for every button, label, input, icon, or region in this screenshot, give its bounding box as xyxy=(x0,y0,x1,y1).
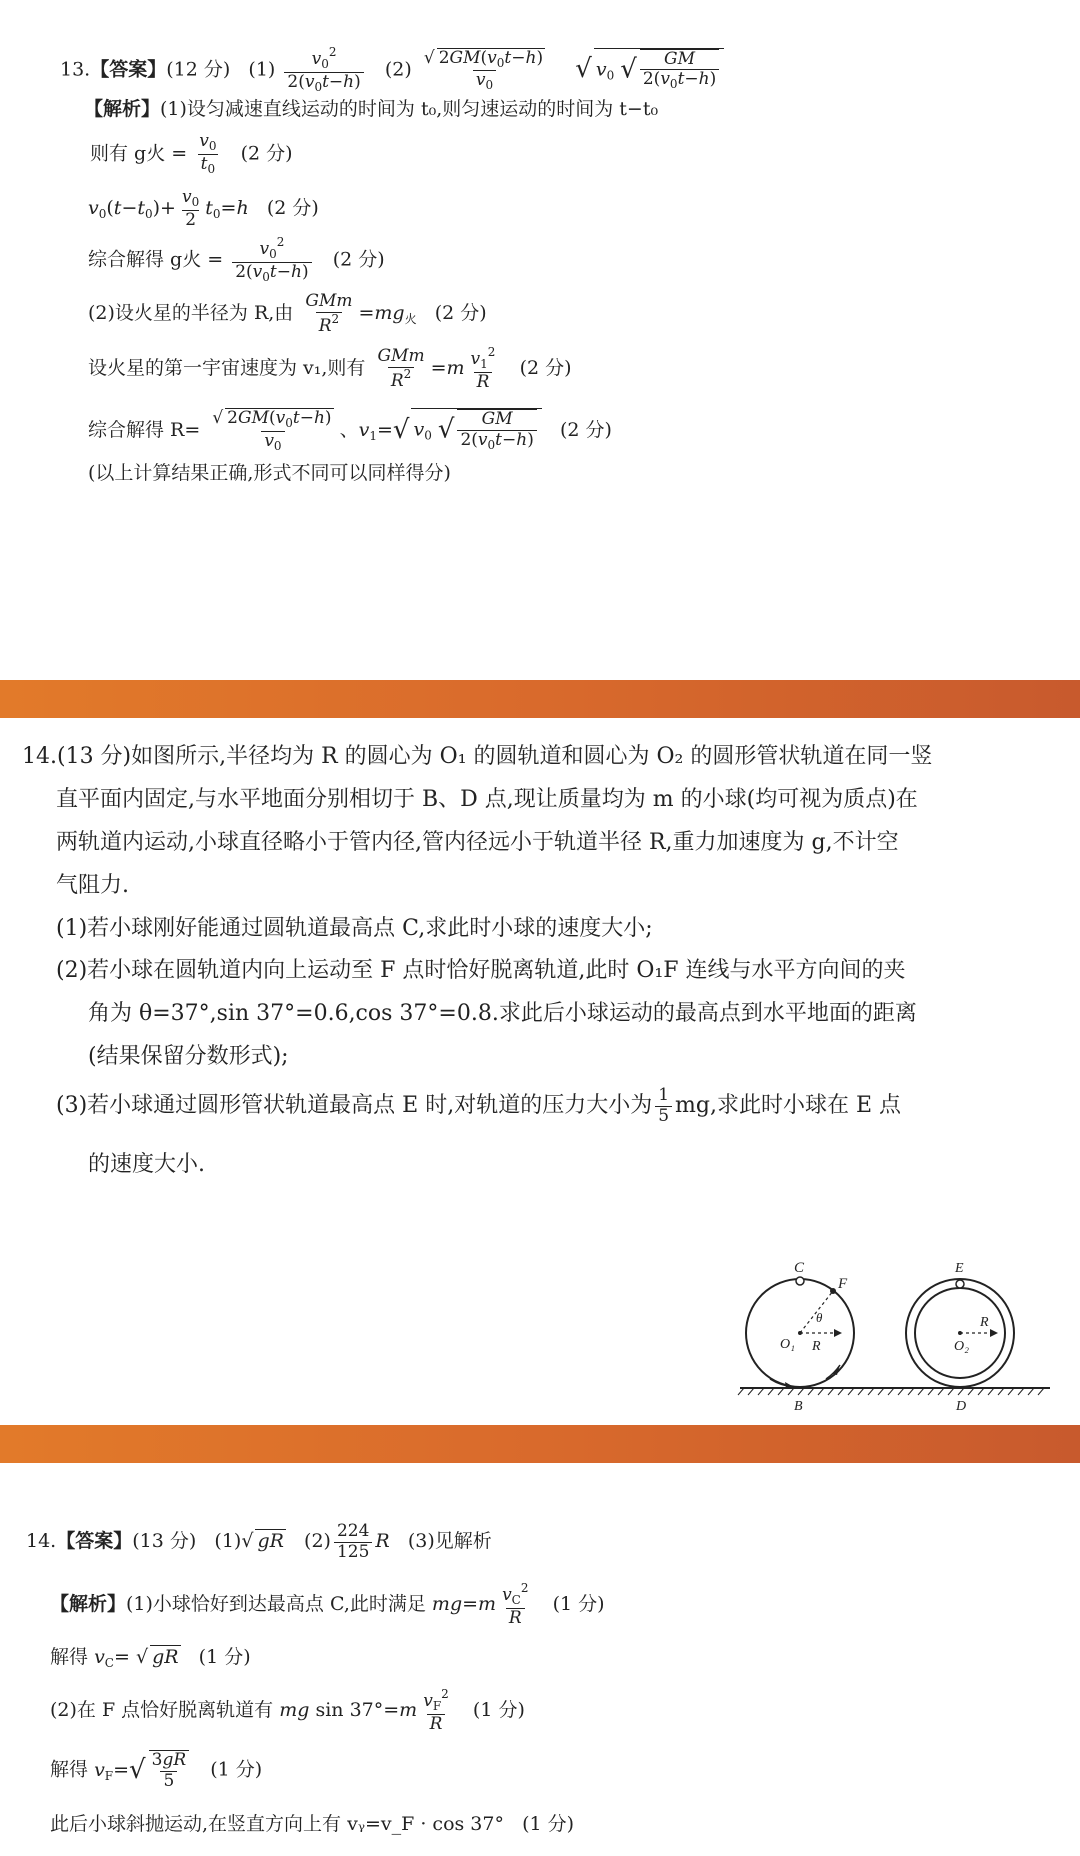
points: (2 分) xyxy=(434,302,487,325)
q14-figure xyxy=(730,1240,1060,1415)
q14-line-2 xyxy=(56,787,918,813)
label-o1: O₁ xyxy=(780,1337,795,1352)
q14-line-3 xyxy=(56,830,899,856)
q13-intro-text: (1)设匀减速直线运动的时间为 t₀,则匀速运动的时间为 t−t₀ xyxy=(160,98,659,120)
q13-points: (12 分) xyxy=(166,58,231,81)
q14-analysis-line5 xyxy=(50,1813,574,1836)
q14-text: 的速度大小. xyxy=(88,1152,205,1177)
q14-part3-line1 xyxy=(56,1086,901,1126)
q14-part3-fraction: $\frac{1}{5}$ xyxy=(655,1086,672,1126)
q14-line-4 xyxy=(56,873,129,899)
q14-text: (1)若小球刚好能通过圆轨道最高点 C,求此时小球的速度大小; xyxy=(56,916,653,941)
label-d: D xyxy=(956,1399,967,1414)
q13-note-text: (以上计算结果正确,形式不同可以同样得分) xyxy=(88,462,451,484)
q14-part2-label: (2) xyxy=(304,1530,331,1553)
ball-at-e xyxy=(956,1280,964,1288)
q13-answer-line xyxy=(60,46,724,95)
q13-answer-section xyxy=(0,0,1080,680)
q14-text: (结果保留分数形式); xyxy=(88,1044,289,1069)
q14-line2-formula: $v_C=$ √ gR xyxy=(94,1646,179,1670)
points: (2 分) xyxy=(332,248,385,271)
points: (2 分) xyxy=(559,418,612,441)
q14-line3-text: (2)在 F 点恰好脱离轨道有 xyxy=(50,1699,274,1722)
points: (1 分) xyxy=(552,1593,605,1616)
points: (1 分) xyxy=(522,1813,575,1835)
q14-text: (2)若小球在圆轨道内向上运动至 F 点时恰好脱离轨道,此时 O₁F 连线与水平方向间的夹 xyxy=(56,958,906,983)
q13-answer1-formula: $\frac{v_0^2}{2(v_0t-h)}$ xyxy=(284,46,363,95)
label-r2: R xyxy=(980,1315,989,1330)
label-r1: R xyxy=(812,1339,821,1354)
q13-line6-formula: $\frac{√ 2GM(v_0t-h)}{v_0}$ xyxy=(212,408,332,453)
q13-line3-formula: $\frac{v_0^2}{2(v_0t-h)}$ xyxy=(232,236,311,285)
circular-track-o1 xyxy=(746,1277,854,1388)
q14-text: mg,求此时小球在 E 点 xyxy=(675,1093,902,1119)
q14-answer-section xyxy=(0,1465,1080,1856)
points: (1 分) xyxy=(210,1758,263,1781)
q14-part2-line1 xyxy=(56,958,906,984)
q14-line4-text: 解得 xyxy=(50,1758,89,1781)
q14-analysis-line3 xyxy=(50,1688,525,1734)
answer-tag: 【答案】 xyxy=(56,1530,133,1553)
q13-part1-label: (1) xyxy=(248,58,276,81)
analysis-tag: 【解析】 xyxy=(84,98,161,120)
label-b: B xyxy=(794,1399,803,1414)
q14-text: 直平面内固定,与水平地面分别相切于 B、D 点,现让质量均为 m 的小球(均可视为质点)在 xyxy=(56,787,918,812)
q14-part1-label: (1) xyxy=(214,1530,242,1553)
q13-analysis-intro xyxy=(84,98,658,121)
q14-part3-line2 xyxy=(88,1152,205,1178)
ground-line xyxy=(738,1388,1050,1395)
q13-line5-formula: $\frac{\text{GMm}}{R^2}$ xyxy=(377,346,425,391)
q14-text: 14.(13 分)如图所示,半径均为 R 的圆心为 O₁ 的圆轨道和圆心为 O₂ 的圆形管状轨道在同一竖 xyxy=(22,744,933,769)
q14-answer-line: 14.【答案】(13 分) (1)√ gR (2) $\frac{224}{125}$ R (3)见解析 xyxy=(26,1521,492,1562)
section-divider-band xyxy=(0,680,1080,718)
q13-line2-formula: $v_0(t-t_0)+$ $\frac{v_0}{2}$ $t_0=h$ xyxy=(88,187,249,230)
q13-note xyxy=(88,462,451,485)
q14-analysis-line4 xyxy=(50,1750,262,1791)
q14-answer2-formula: $\frac{224}{125}$ xyxy=(334,1522,372,1562)
label-f: F xyxy=(838,1276,848,1292)
answer-tag: 【答案】 xyxy=(90,58,167,81)
q13-line6-text: 综合解得 R= xyxy=(88,418,201,441)
tube-track-o2 xyxy=(906,1279,1014,1387)
q13-line6: 综合解得 R= $\frac{√ 2GM(v_0t-h)}{v_0}$ 、$v_1=√$ $v_0$ √ $\frac{GM}{2(v_0t-h)}$ (2 分) xyxy=(88,408,612,453)
points: (2 分) xyxy=(519,357,572,380)
q14-part2-line2 xyxy=(88,1001,917,1027)
label-theta: θ xyxy=(816,1310,823,1325)
q14-analysis-line2 xyxy=(50,1645,251,1670)
points: (1 分) xyxy=(472,1699,525,1722)
analysis-tag: 【解析】 xyxy=(50,1593,127,1616)
q14-line5-text: 此后小球斜抛运动,在竖直方向上有 vᵧ=v_F · cos 37° xyxy=(50,1813,504,1835)
q14-text: (3)若小球通过圆形管状轨道最高点 E 时,对轨道的压力大小为 xyxy=(56,1093,653,1119)
q14-line-1 xyxy=(22,744,932,770)
q14-line1-text: (1)小球恰好到达最高点 C,此时满足 xyxy=(126,1593,426,1616)
q14-number: 14. xyxy=(26,1530,57,1553)
q13-line3-text: 综合解得 g火 = xyxy=(88,248,224,271)
q14-text: 角为 θ=37°,sin 37°=0.6,cos 37°=0.8.求此后小球运动的最高点到水平地面的距离 xyxy=(88,1001,917,1026)
q14-part3-answer: (3)见解析 xyxy=(407,1530,492,1553)
label-e: E xyxy=(955,1261,964,1276)
q14-line3-formula: mg sin 37°=m $\frac{v_F^2}{R}$ xyxy=(279,1687,449,1734)
q13-line2 xyxy=(88,188,319,230)
q14-points: (13 分) xyxy=(132,1530,197,1553)
q14-text: 气阻力. xyxy=(56,873,129,898)
q13-line5-text: 设火星的第一宇宙速度为 v₁,则有 xyxy=(88,357,366,380)
q14-part2-line3 xyxy=(88,1044,289,1070)
q14-analysis-line1 xyxy=(50,1582,605,1628)
q14-line1-formula: mg=m $\frac{v_C^2}{R}$ xyxy=(431,1581,529,1628)
q13-line1-text: 则有 g火 = xyxy=(90,142,188,165)
q13-line4-formula: $\frac{\text{GMm}}{R^2}$ xyxy=(305,291,353,336)
points: (2 分) xyxy=(266,197,319,220)
points: (2 分) xyxy=(240,142,293,165)
q13-line1 xyxy=(90,132,293,177)
points: (1 分) xyxy=(198,1646,251,1668)
q13-line4: (2)设火星的半径为 R,由 $\frac{\text{GMm}}{R^2}$ $=mg_火$ (2 分) xyxy=(88,291,487,336)
q14-answer1-formula: √ gR xyxy=(241,1530,284,1553)
q14-part1 xyxy=(56,916,653,942)
q13-line5: 设火星的第一宇宙速度为 v₁,则有 $\frac{\text{GMm}}{R^2}$ =m $\frac{v_1^2}{R}$ (2 分) xyxy=(88,345,572,392)
q13-line4-text: (2)设火星的半径为 R,由 xyxy=(88,302,294,325)
q13-part2-label: (2) xyxy=(384,58,412,81)
q13-line3 xyxy=(88,236,385,285)
q14-line4-formula: $v_F=√$ $\frac{3gR}{5}$ xyxy=(94,1759,192,1781)
q14-line2-text: 解得 xyxy=(50,1646,89,1668)
label-o2: O₂ xyxy=(954,1339,969,1354)
ball-at-c xyxy=(796,1277,804,1285)
q13-line1-formula: $\frac{v_0}{t_0}$ xyxy=(199,131,217,176)
q13-number: 13. xyxy=(60,58,91,81)
label-c: C xyxy=(794,1260,805,1276)
q14-text: 两轨道内运动,小球直径略小于管内径,管内径远小于轨道半径 R,重力加速度为 g,不计空 xyxy=(56,830,899,855)
q13-answer2-formula: $\frac{√ 2GM(v_0t-h)}{v_0}$ xyxy=(423,47,544,93)
q13-answer3-formula: √ $v_0$ √ $\frac{GM}{2(v_0t-h)}$ xyxy=(575,58,724,80)
section-divider-band xyxy=(0,1425,1080,1463)
